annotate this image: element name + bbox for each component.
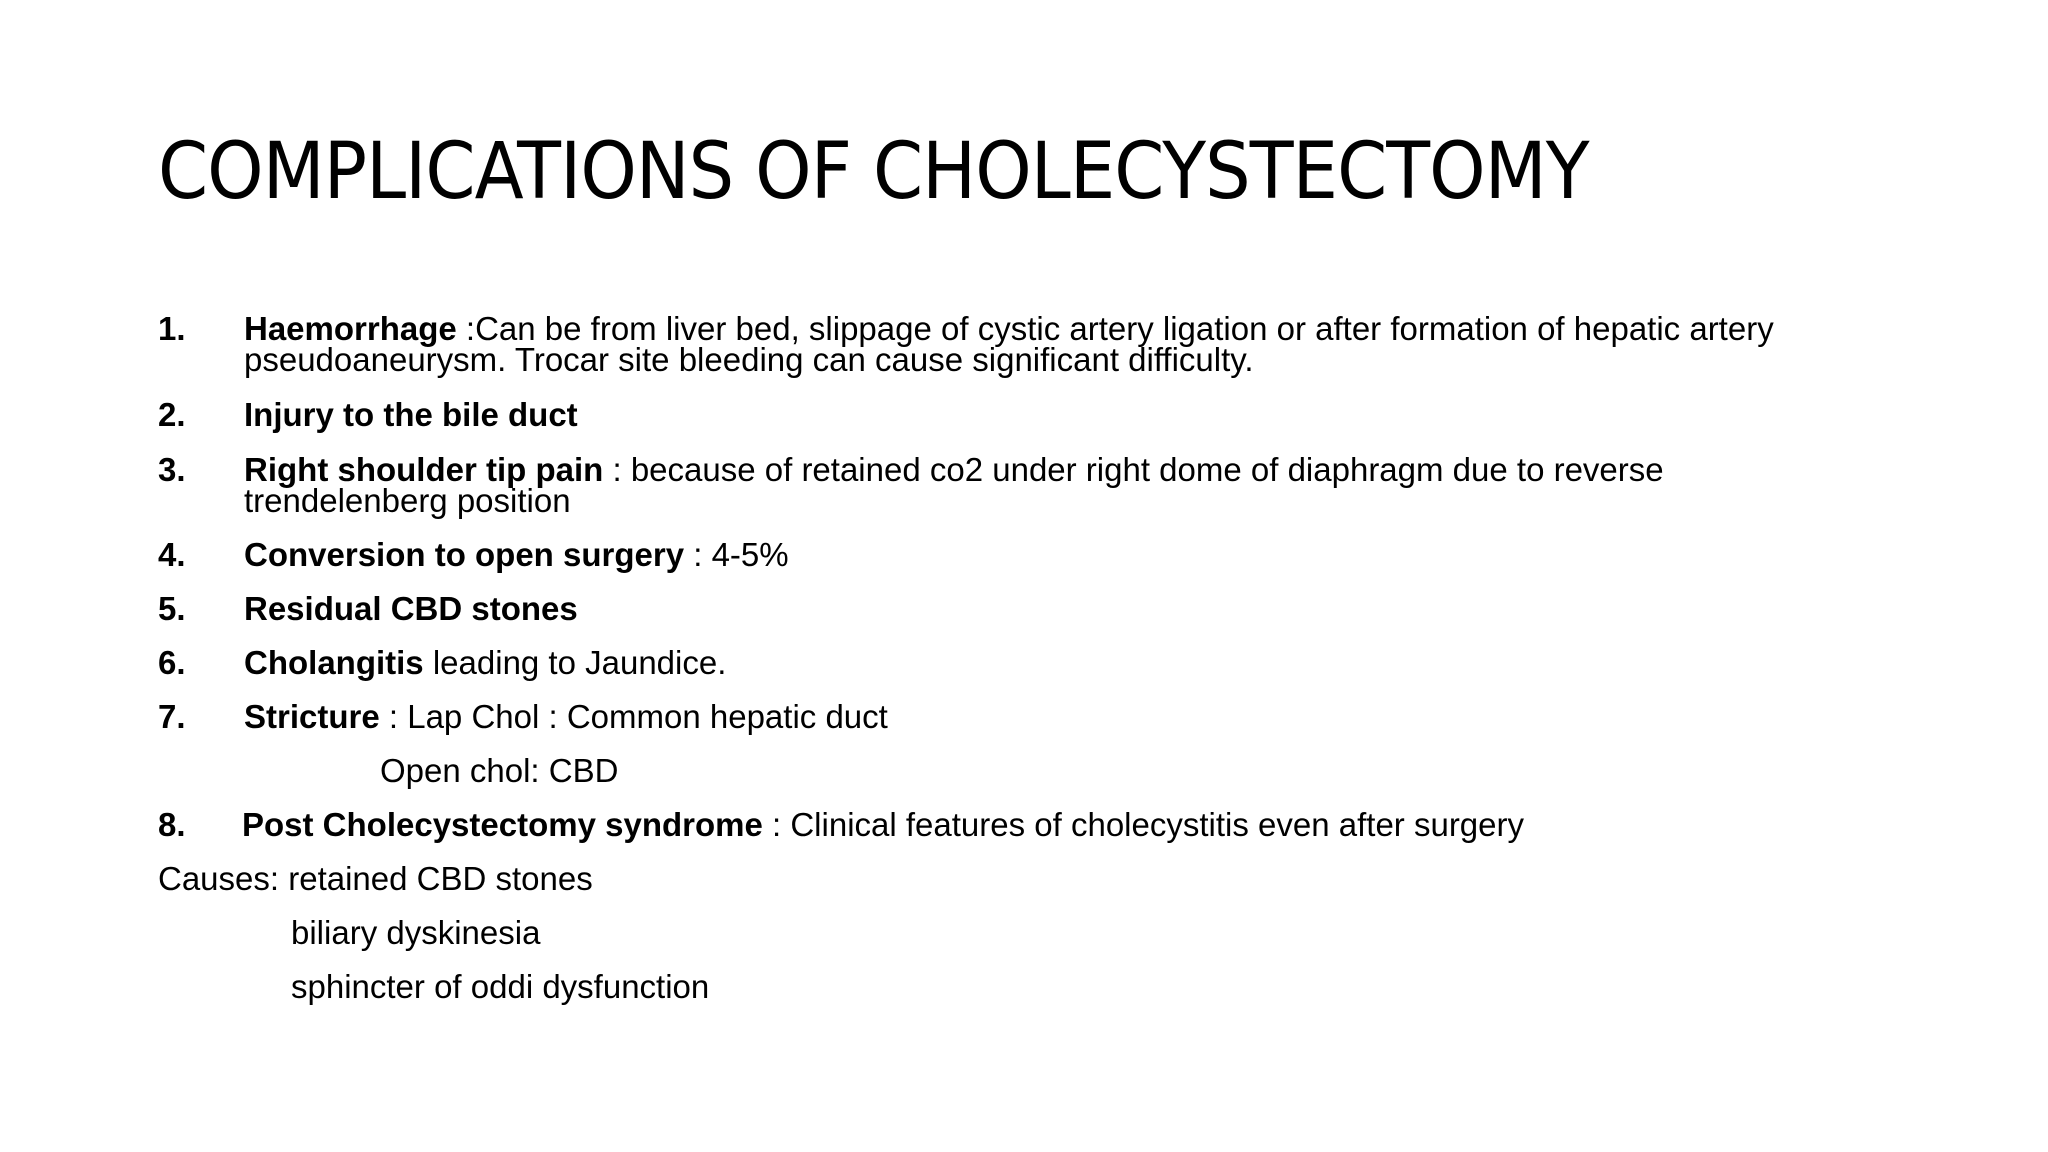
item-number: 7. xyxy=(158,698,186,735)
item-number: 6. xyxy=(158,644,186,681)
item-term: Cholangitis xyxy=(244,644,424,681)
item-continuation: Open chol: CBD xyxy=(380,752,619,789)
cause-item: biliary dyskinesia xyxy=(291,914,541,951)
item-continuation: pseudoaneurysm. Trocar site bleeding can cause significant difficulty. xyxy=(244,341,1254,378)
item-term: Conversion to open surgery xyxy=(244,536,685,573)
item-term: Residual CBD stones xyxy=(244,590,578,627)
item-term: Stricture xyxy=(244,698,380,735)
item-number: 2. xyxy=(158,396,186,433)
item-text: : 4-5% xyxy=(684,536,789,573)
item-text: : Clinical features of cholecystitis even after surgery xyxy=(762,806,1525,843)
cause-item: sphincter of oddi dysfunction xyxy=(291,968,710,1005)
item-number: 3. xyxy=(158,451,186,488)
slide-title: COMPLICATIONS OF CHOLECYSTECTOMY xyxy=(158,127,1589,217)
item-continuation: trendelenberg position xyxy=(244,482,571,519)
item-number: 1. xyxy=(158,310,186,347)
item-term: Right shoulder tip pain xyxy=(244,451,604,488)
item-text: : because of retained co2 under right dome of diaphragm due to reverse xyxy=(603,451,1664,488)
item-number: 4. xyxy=(158,536,186,573)
causes-label: Causes: retained CBD stones xyxy=(158,860,593,897)
item-text: : Lap Chol : Common hepatic duct xyxy=(379,698,888,735)
item-text: leading to Jaundice. xyxy=(423,644,727,681)
item-term: Haemorrhage xyxy=(244,310,457,347)
item-term: Injury to the bile duct xyxy=(244,396,578,433)
item-text: :Can be from liver bed, slippage of cystic artery ligation or after formation of hepatic artery xyxy=(456,310,1774,347)
item-number: 5. xyxy=(158,590,186,627)
item-number: 8. xyxy=(158,806,186,843)
item-term: Post Cholecystectomy syndrome xyxy=(242,806,763,843)
